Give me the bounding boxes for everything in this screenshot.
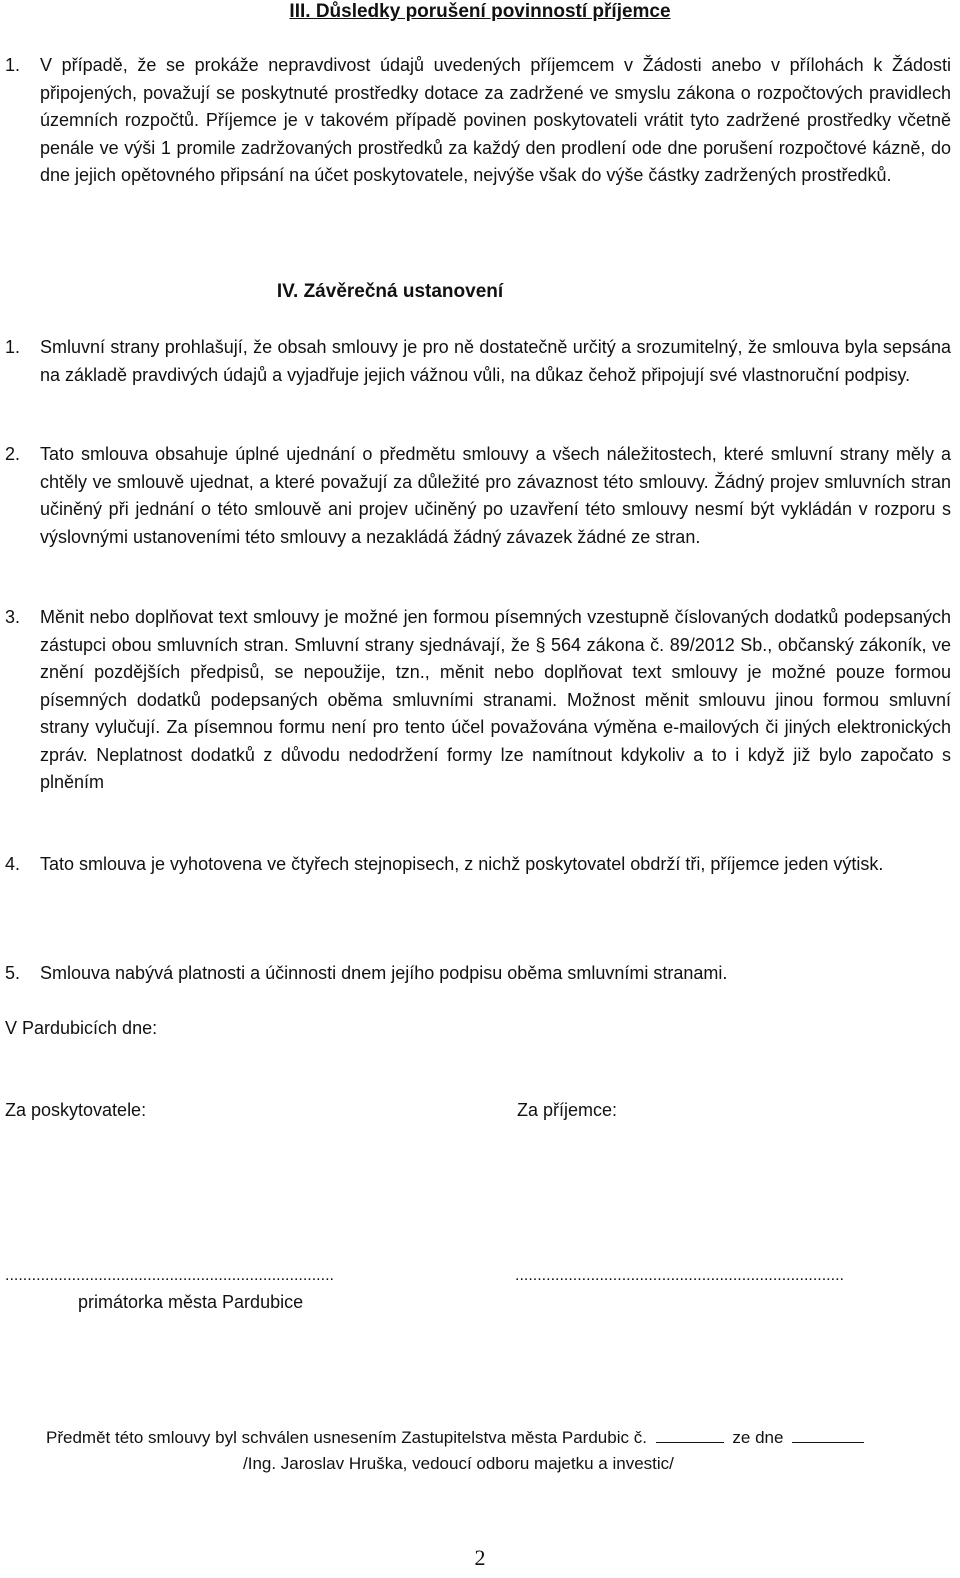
recipient-signature-label: Za příjemce: bbox=[517, 1100, 618, 1120]
approval-date-blank bbox=[792, 1425, 864, 1443]
provider-signatory-title: primátorka města Pardubice bbox=[78, 1292, 304, 1312]
section-iii-item-1 bbox=[5, 52, 951, 190]
resolution-number-blank bbox=[656, 1425, 724, 1443]
section-iv-item-4 bbox=[5, 851, 951, 879]
item-text: Smlouva nabývá platnosti a účinnosti dnem jejího podpisu oběma smluvními stranami. bbox=[40, 963, 728, 983]
approval-note-text: Předmět této smlouvy byl schválen usnesením Zastupitelstva města Pardubic č. bbox=[46, 1428, 647, 1447]
page-number: 2 bbox=[474, 1545, 486, 1570]
recipient-signature-line: .......................................................................... bbox=[515, 1267, 844, 1284]
section-iv-item-3 bbox=[5, 604, 951, 797]
section-iv-title: IV. Závěrečná ustanovení bbox=[276, 281, 504, 302]
item-number: 1. bbox=[5, 337, 21, 357]
item-text: Smluvní strany prohlašují, že obsah smlouvy je pro ně dostatečně určitý a srozumitelný, že smlouva byla sepsána na základě pravdivých údajů a vyjadřuje jejich vážnou vůli, na důkaz čehož připojují své vlastnoruční podpisy. bbox=[40, 337, 951, 385]
provider-signature-label: Za poskytovatele: bbox=[5, 1100, 147, 1120]
section-iii-title: III. Důsledky porušení povinností příjemce bbox=[289, 1, 671, 22]
approval-date-label: ze dne bbox=[732, 1428, 784, 1447]
item-number: 2. bbox=[5, 444, 21, 464]
item-number: 3. bbox=[5, 607, 21, 627]
section-iv-item-2 bbox=[5, 441, 951, 551]
item-text: Měnit nebo doplňovat text smlouvy je možné jen formou písemných vzestupně číslovaných dodatků podepsaných zástupci obou smluvních stran. Smluvní strany sjednávají, že § 564 zákona č. 89/2012 Sb., občanský zákoník, ve znění pozdějších předpisů, se nepoužije, tzn., měnit nebo doplňovat text smlouvy je možné pouze formou písemných dodatků podepsaných oběma smluvními stranami. Možnost měnit smlouvu jinou formou smluvní strany vylučují. Za písemnou formu není pro tento účel považována výměna e-mailových či jiných elektronických zpráv. Neplatnost dodatků z důvodu nedodržení formy lze namítnout kdykoliv a to i když již bylo započato s plněním bbox=[40, 607, 951, 792]
place-date-label: V Pardubicích dne: bbox=[5, 1018, 158, 1038]
section-iv-item-5 bbox=[5, 960, 951, 988]
item-number: 4. bbox=[5, 854, 21, 874]
item-text: Tato smlouva obsahuje úplné ujednání o předmětu smlouvy a všech náležitostech, které smluvní strany měly a chtěly ve smlouvě ujednat, a které považují za důležité pro závaznost této smlouvy. Žádný projev smluvních stran učiněný při jednání o této smlouvě ani projev učiněný po uzavření této smlouvy nesmí být vykládán v rozporu s výslovnými ustanoveními této smlouvy a nezakládá žádný závazek žádné ze stran. bbox=[40, 444, 951, 547]
item-text: V případě, že se prokáže nepravdivost údajů uvedených příjemcem v Žádosti anebo v přílohách k Žádosti připojených, považují se poskytnuté prostředky dotace za zadržené ve smyslu zákona o rozpočtových pravidlech územních rozpočtů. Příjemce je v takovém případě povinen poskytovateli vrátit tyto zadržené prostředky včetně penále ve výši 1 promile zadržovaných prostředků za každý den prodlení ode dne porušení rozpočtové kázně, do dne jejich opětovného připsání na účet poskytovatele, nejvýše však do výše částky zadržených prostředků. bbox=[40, 55, 951, 185]
department-head-note: /Ing. Jaroslav Hruška, vedoucí odboru majetku a investic/ bbox=[243, 1454, 674, 1473]
section-iv-item-1 bbox=[5, 334, 951, 389]
item-text: Tato smlouva je vyhotovena ve čtyřech stejnopisech, z nichž poskytovatel obdrží tři, příjemce jeden výtisk. bbox=[40, 854, 884, 874]
item-number: 5. bbox=[5, 963, 21, 983]
item-number: 1. bbox=[5, 55, 21, 75]
approval-note bbox=[46, 1425, 864, 1451]
provider-signature-line: .......................................................................... bbox=[5, 1267, 334, 1284]
